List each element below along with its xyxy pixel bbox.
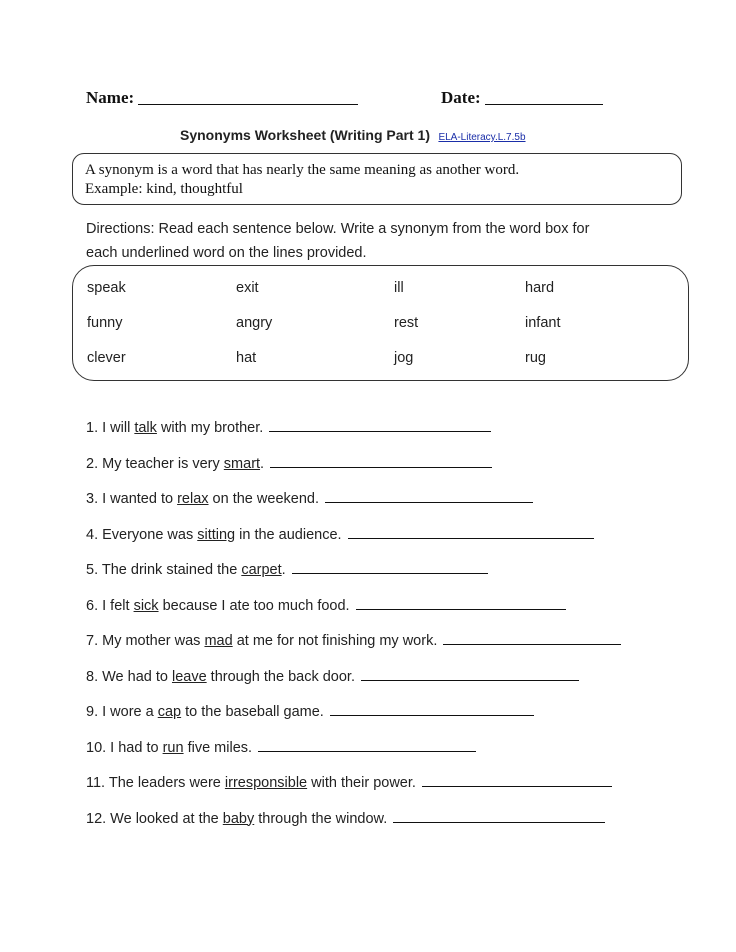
answer-blank[interactable] (330, 702, 534, 716)
question-text: 6. I felt (86, 597, 134, 614)
question-text-end: with my brother. (156, 420, 264, 436)
word-box-item: rest (394, 315, 419, 331)
example-text: Example: kind, thoughtful (85, 181, 243, 197)
question-text: 10. I had to (86, 739, 163, 756)
directions-line-1: Directions: Read each sentence below. Write a synonym from the word box for (86, 221, 590, 237)
underlined-word: irresponsible (224, 775, 308, 791)
word-box-item: hard (525, 280, 555, 296)
answer-blank[interactable] (393, 809, 605, 823)
worksheet-title: Synonyms Worksheet (Writing Part 1) (180, 127, 430, 143)
underlined-word: leave (171, 668, 207, 685)
underlined-word: relax (177, 491, 209, 507)
answer-blank[interactable] (361, 667, 579, 681)
answer-blank[interactable] (443, 631, 621, 645)
underlined-word: mad (204, 633, 233, 649)
question-text: 4. Everyone was (86, 526, 198, 543)
word-box-item: clever (87, 350, 126, 366)
underlined-word: smart (223, 455, 261, 472)
word-box-item: angry (236, 315, 273, 331)
question-text-end: through the window. (254, 810, 388, 827)
question-text-end: at me for not finishing my work. (232, 633, 438, 649)
definition-text: A synonym is a word that has nearly the same meaning as another word. (85, 162, 520, 178)
word-box (72, 265, 689, 381)
word-box-item: hat (236, 350, 257, 366)
word-box-item: funny (87, 315, 123, 331)
worksheet-title-row (180, 127, 600, 145)
question-row (86, 525, 594, 543)
underlined-word: carpet (241, 562, 282, 578)
question-row (86, 738, 476, 756)
definition-box (72, 153, 682, 205)
name-blank[interactable] (138, 104, 358, 105)
date-label: Date: (441, 88, 481, 107)
question-row (86, 631, 621, 649)
question-row (86, 489, 533, 507)
underlined-word: baby (222, 810, 255, 827)
directions-line-2: each underlined word on the lines provided. (86, 245, 367, 261)
answer-blank[interactable] (292, 560, 488, 574)
question-text: 12. We looked at the (86, 810, 223, 827)
question-text-end: on the weekend. (208, 491, 319, 507)
question-text-end: because I ate too much food. (158, 597, 350, 614)
underlined-word: run (162, 739, 184, 756)
standard-link[interactable]: ELA-Literacy.L.7.5b (438, 132, 526, 143)
word-box-item: infant (525, 315, 561, 331)
question-text: 11. The leaders were (86, 775, 225, 791)
underlined-word: talk (134, 420, 157, 436)
question-row (86, 418, 491, 436)
word-box-item: rug (525, 350, 546, 366)
question-text: 9. I wore a (86, 704, 158, 720)
answer-blank[interactable] (356, 596, 566, 610)
question-text-end: . (260, 455, 265, 472)
answer-blank[interactable] (269, 418, 491, 432)
question-text: 8. We had to (86, 668, 172, 685)
question-row (86, 773, 612, 791)
underlined-word: cap (157, 704, 182, 720)
question-row (86, 667, 579, 685)
name-label: Name: (86, 88, 135, 107)
question-row (86, 809, 605, 827)
question-text: 5. The drink stained the (86, 562, 242, 578)
header-row (0, 86, 736, 110)
question-row (86, 702, 534, 720)
question-text-end: in the audience. (235, 526, 342, 543)
question-row (86, 560, 488, 578)
answer-blank[interactable] (325, 489, 533, 503)
underlined-word: sick (133, 597, 159, 614)
date-blank[interactable] (485, 104, 603, 105)
answer-blank[interactable] (270, 454, 492, 468)
question-row (86, 596, 566, 614)
question-text-end: to the baseball game. (181, 704, 324, 720)
question-row (86, 454, 492, 472)
question-text-end: through the back door. (206, 668, 355, 685)
word-box-item: exit (236, 280, 259, 296)
question-text: 2. My teacher is very (86, 455, 224, 472)
answer-blank[interactable] (348, 525, 594, 539)
directions (86, 217, 646, 265)
question-text: 1. I will (86, 420, 135, 436)
underlined-word: sitting (197, 526, 236, 543)
question-text: 7. My mother was (86, 633, 205, 649)
question-text-end: . (281, 562, 286, 578)
word-box-item: ill (394, 280, 404, 296)
word-box-item: speak (87, 280, 126, 296)
question-text-end: with their power. (307, 775, 416, 791)
answer-blank[interactable] (258, 738, 476, 752)
question-text-end: five miles. (183, 739, 253, 756)
word-box-item: jog (394, 350, 414, 366)
question-text: 3. I wanted to (86, 491, 178, 507)
answer-blank[interactable] (422, 773, 612, 787)
